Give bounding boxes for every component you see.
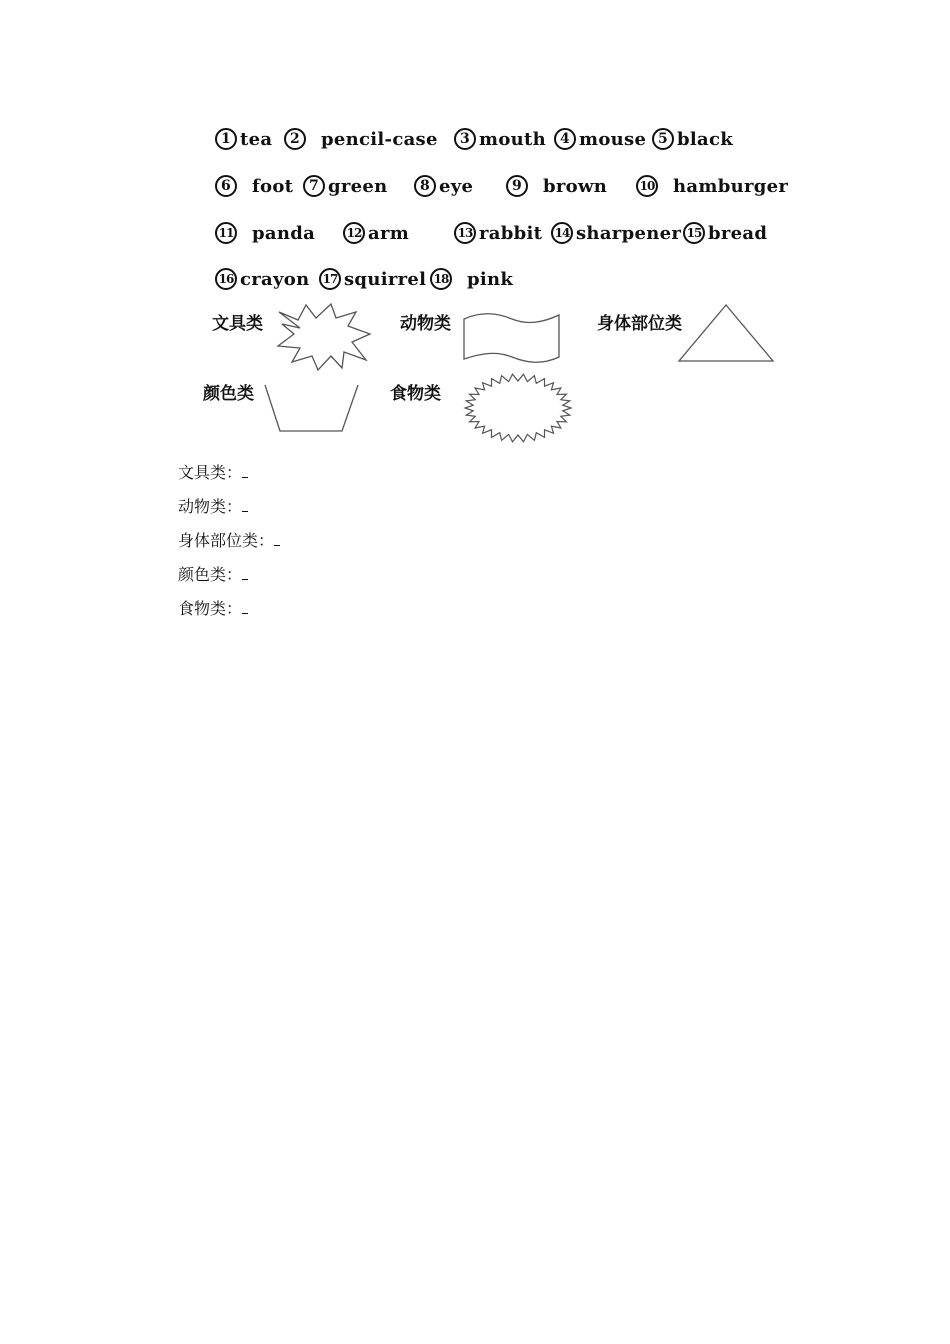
word-text: sharpener xyxy=(576,222,682,244)
answer-line-body-parts xyxy=(178,528,280,551)
answer-line-food xyxy=(178,596,248,619)
word-item-1 xyxy=(215,128,272,150)
number-circle: 14 xyxy=(551,222,573,244)
word-item-14 xyxy=(551,222,681,244)
word-text: foot xyxy=(252,175,294,197)
word-text: mouth xyxy=(479,128,547,150)
number-circle: 11 xyxy=(215,222,237,244)
category-label-stationery: 文具类 xyxy=(212,314,263,334)
answer-label: 身体部位类： xyxy=(178,531,275,550)
word-text: pencil-case xyxy=(321,128,438,150)
number-circle: 6 xyxy=(215,175,237,197)
answer-blank[interactable] xyxy=(242,463,248,478)
answer-blank[interactable] xyxy=(274,531,280,546)
answer-blank[interactable] xyxy=(242,599,248,614)
answer-label: 动物类： xyxy=(178,497,243,516)
word-item-12 xyxy=(343,222,409,244)
number-circle: 18 xyxy=(430,268,452,290)
answer-label: 颜色类： xyxy=(178,565,243,584)
number-circle: 5 xyxy=(652,128,674,150)
word-text: eye xyxy=(439,175,474,197)
word-text: bread xyxy=(708,222,768,244)
explosion-star-shape xyxy=(276,302,374,372)
word-item-15 xyxy=(683,222,767,244)
trapezoid-cup-shape xyxy=(262,382,362,434)
answer-blank[interactable] xyxy=(242,497,248,512)
number-circle: 3 xyxy=(454,128,476,150)
answer-label: 文具类： xyxy=(178,463,243,482)
answer-blank[interactable] xyxy=(242,565,248,580)
category-label-food: 食物类 xyxy=(390,384,441,404)
word-item-5 xyxy=(652,128,733,150)
word-text: mouse xyxy=(579,128,647,150)
word-item-3 xyxy=(454,128,546,150)
word-item-6 xyxy=(215,175,293,197)
triangle-shape xyxy=(676,302,776,364)
answer-label: 食物类： xyxy=(178,599,243,618)
number-circle: 4 xyxy=(554,128,576,150)
zigzag-circle-shape xyxy=(462,371,574,445)
word-item-2 xyxy=(284,128,438,150)
category-label-colors: 颜色类 xyxy=(203,384,254,404)
word-text: pink xyxy=(467,268,514,290)
number-circle: 12 xyxy=(343,222,365,244)
word-text: crayon xyxy=(240,268,310,290)
answer-line-animals xyxy=(178,494,248,517)
number-circle: 16 xyxy=(215,268,237,290)
category-label-body-parts: 身体部位类 xyxy=(597,314,682,334)
number-circle: 2 xyxy=(284,128,306,150)
word-item-10 xyxy=(636,175,788,197)
word-text: squirrel xyxy=(344,268,427,290)
word-text: rabbit xyxy=(479,222,543,244)
answer-line-colors xyxy=(178,562,248,585)
number-circle: 13 xyxy=(454,222,476,244)
number-circle: 17 xyxy=(319,268,341,290)
word-text: panda xyxy=(252,222,316,244)
word-item-13 xyxy=(454,222,542,244)
category-label-animals: 动物类 xyxy=(400,314,451,334)
word-item-18 xyxy=(430,268,513,290)
wave-banner-shape xyxy=(462,311,562,363)
word-item-8 xyxy=(414,175,473,197)
number-circle: 7 xyxy=(303,175,325,197)
word-item-11 xyxy=(215,222,315,244)
number-circle: 8 xyxy=(414,175,436,197)
word-text: arm xyxy=(368,222,410,244)
word-item-4 xyxy=(554,128,646,150)
word-text: tea xyxy=(240,128,273,150)
number-circle: 10 xyxy=(636,175,658,197)
answer-line-stationery xyxy=(178,460,248,483)
number-circle: 9 xyxy=(506,175,528,197)
word-item-17 xyxy=(319,268,426,290)
word-item-16 xyxy=(215,268,309,290)
number-circle: 1 xyxy=(215,128,237,150)
word-item-9 xyxy=(506,175,607,197)
word-text: black xyxy=(677,128,734,150)
word-text: hamburger xyxy=(673,175,789,197)
word-text: green xyxy=(328,175,388,197)
word-text: brown xyxy=(543,175,608,197)
word-item-7 xyxy=(303,175,388,197)
number-circle: 15 xyxy=(683,222,705,244)
